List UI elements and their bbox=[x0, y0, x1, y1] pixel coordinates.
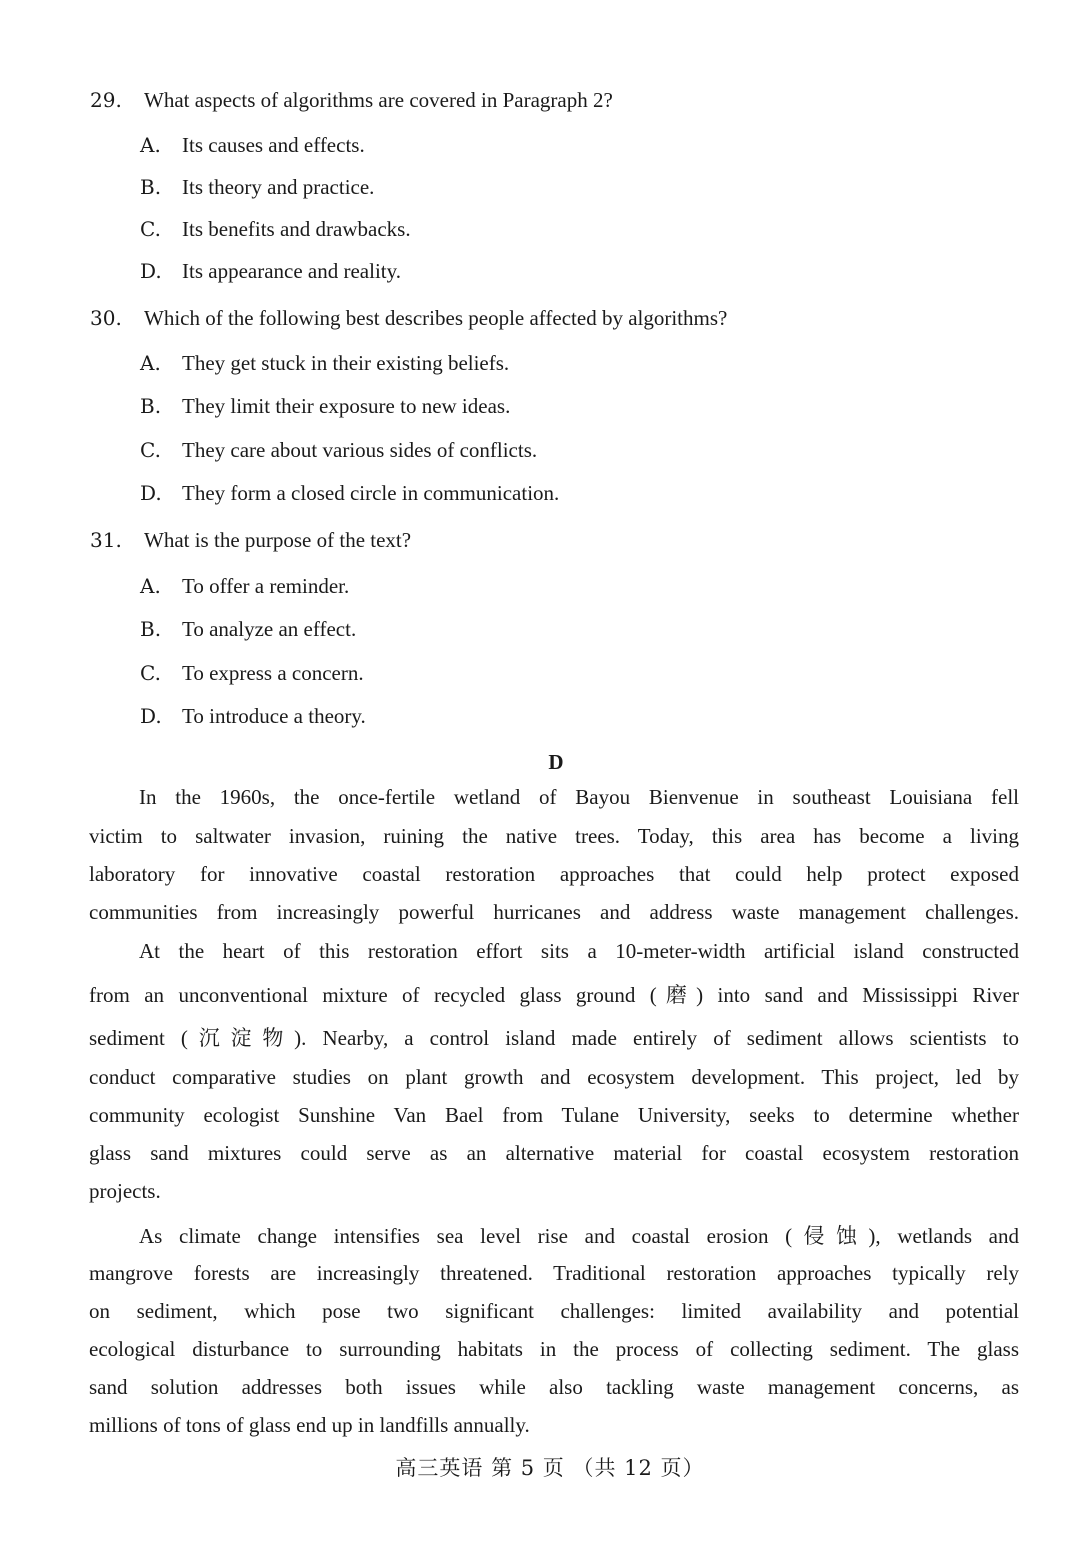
option-item: A. To offer a reminder. bbox=[140, 574, 350, 598]
passage-line: laboratory for innovative coastal restoration approaches that could help protect exposed bbox=[89, 862, 1019, 886]
question-text: What is the purpose of the text? bbox=[144, 528, 412, 552]
question-text: Which of the following best describes people affected by algorithms? bbox=[144, 306, 728, 330]
passage-line: At the heart of this restoration effort sits a 10-meter-width artificial island constructed bbox=[139, 939, 1019, 963]
question-number: 31. bbox=[90, 528, 122, 552]
passage-line: glass sand mixtures could serve as an alternative material for coastal ecosystem restoration bbox=[89, 1141, 1019, 1165]
passage-line: communities from increasingly powerful hurricanes and address waste management challenges. bbox=[89, 900, 1019, 924]
option-item: B. Its theory and practice. bbox=[140, 175, 375, 199]
question-number: 30. bbox=[90, 306, 122, 330]
option-item: C. They care about various sides of conflicts. bbox=[140, 438, 538, 462]
option-item: C. Its benefits and drawbacks. bbox=[140, 217, 411, 241]
option-item: B. They limit their exposure to new ideas. bbox=[140, 394, 511, 418]
option-item: D. Its appearance and reality. bbox=[140, 259, 402, 283]
option-item: C. To express a concern. bbox=[140, 661, 364, 685]
option-item: A. They get stuck in their existing beliefs. bbox=[140, 351, 510, 375]
passage-line: victim to saltwater invasion, ruining the native trees. Today, this area has become a living bbox=[89, 824, 1019, 848]
passage-line: ecological disturbance to surrounding habitats in the process of collecting sediment. The glass bbox=[89, 1337, 1019, 1361]
question-stem bbox=[90, 528, 411, 553]
passage-line: In the 1960s, the once-fertile wetland of Bayou Bienvenue in southeast Louisiana fell bbox=[139, 785, 1019, 809]
option-item: B. To analyze an effect. bbox=[140, 617, 357, 641]
passage-line: sand solution addresses both issues while also tackling waste management concerns, as bbox=[89, 1375, 1019, 1399]
passage-line: from an unconventional mixture of recycled glass ground (磨) into sand and Mississippi River bbox=[89, 983, 1019, 1007]
passage-line: community ecologist Sunshine Van Bael from Tulane University, seeks to determine whether bbox=[89, 1103, 1019, 1127]
section-title: D bbox=[548, 750, 564, 774]
page-footer: 高三英语 第 5 页 （共 12 页） bbox=[395, 1456, 705, 1480]
question-text: What aspects of algorithms are covered in Paragraph 2? bbox=[144, 88, 613, 112]
question-stem bbox=[90, 306, 727, 331]
passage-line: millions of tons of glass end up in landfills annually. bbox=[89, 1413, 530, 1437]
passage-line: mangrove forests are increasingly threatened. Traditional restoration approaches typically rely bbox=[89, 1261, 1019, 1285]
passage-line: projects. bbox=[89, 1179, 161, 1203]
passage-line: sediment (沉淀物). Nearby, a control island made entirely of sediment allows scientists to bbox=[89, 1026, 1019, 1050]
option-item: D. To introduce a theory. bbox=[140, 704, 366, 728]
passage-line: conduct comparative studies on plant growth and ecosystem development. This project, led by bbox=[89, 1065, 1019, 1089]
option-item: A. Its causes and effects. bbox=[140, 133, 365, 157]
passage-line: on sediment, which pose two significant challenges: limited availability and potential bbox=[89, 1299, 1019, 1323]
option-item: D. They form a closed circle in communication. bbox=[140, 481, 560, 505]
question-stem bbox=[90, 88, 613, 113]
question-number: 29. bbox=[90, 88, 122, 112]
passage-line: As climate change intensifies sea level rise and coastal erosion (侵蚀), wetlands and bbox=[139, 1224, 1019, 1248]
